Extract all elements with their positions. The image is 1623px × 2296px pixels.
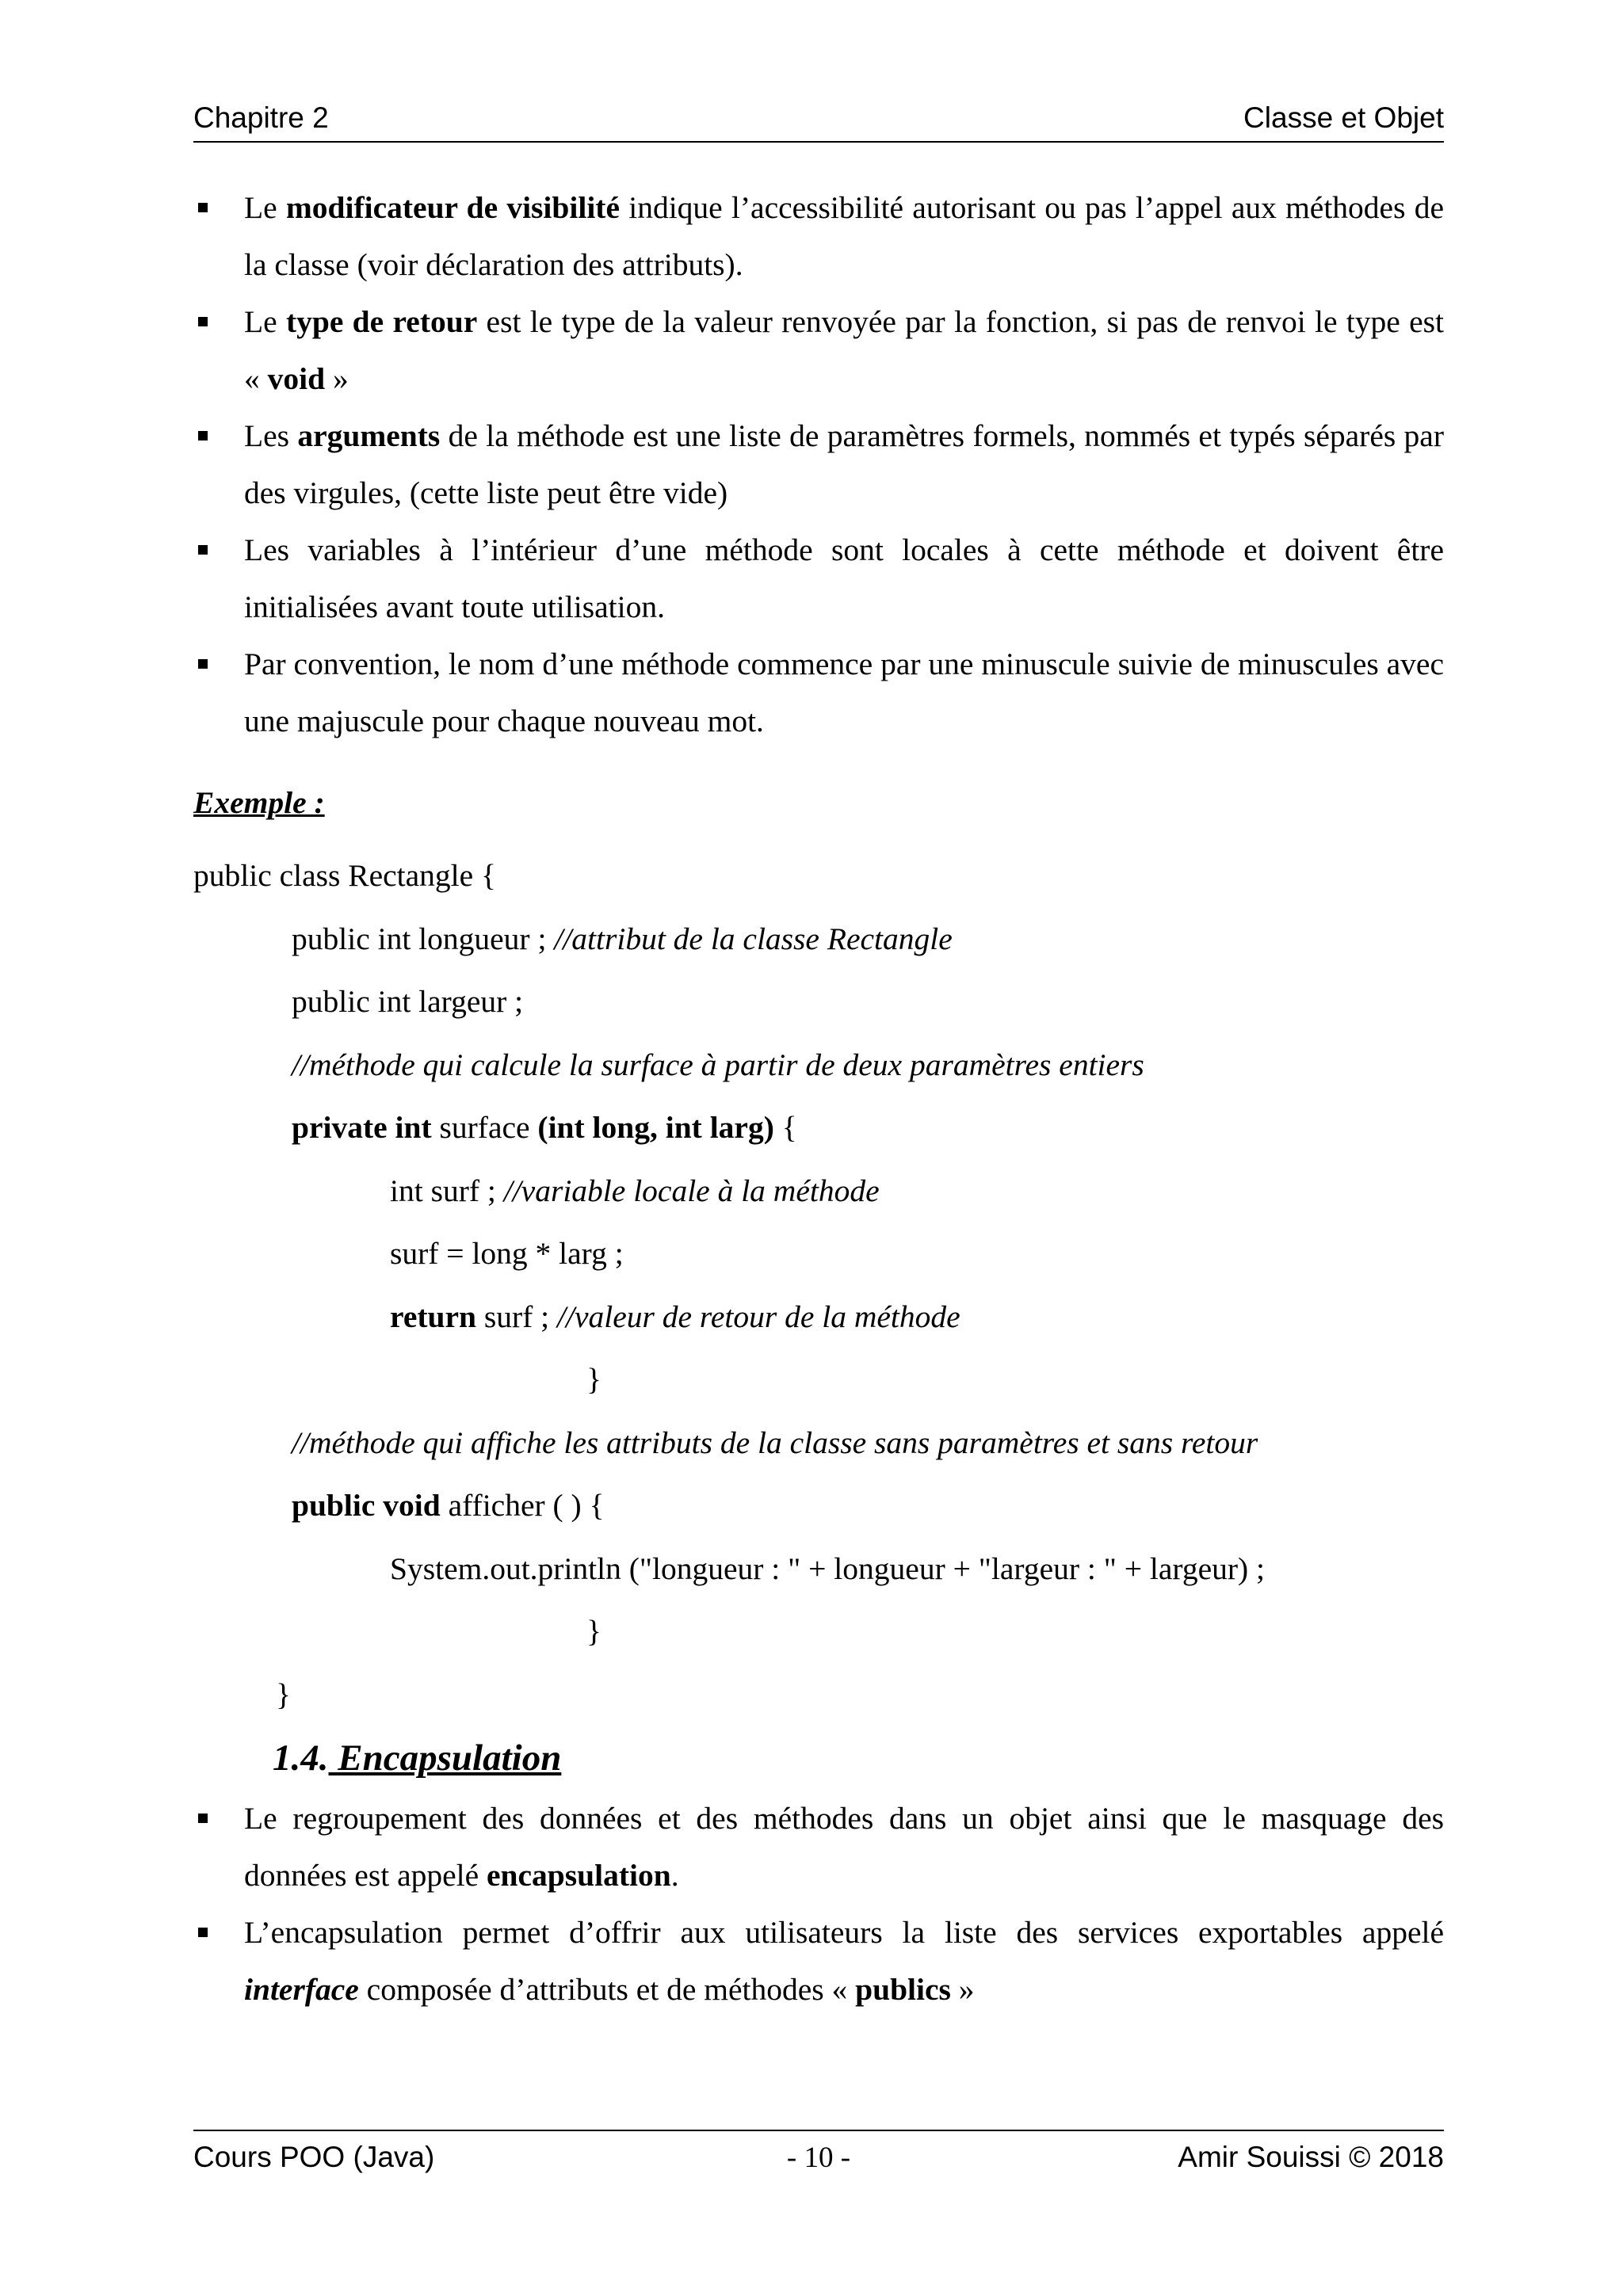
code-line (193, 908, 1444, 971)
text-run: . (670, 1858, 679, 1893)
square-bullet-icon (198, 545, 208, 555)
text-run: Par convention, le nom d’une méthode commence par une minuscule suivie de minuscules avec une majuscule pour chaque nouveau mot. (244, 646, 1444, 738)
text-run: surf ; (475, 1299, 558, 1334)
square-bullet-icon (198, 659, 208, 669)
encapsulation-list (193, 1790, 1444, 2018)
section-title: Encapsulation (328, 1737, 562, 1779)
bullet-item (193, 1790, 1444, 1904)
code-line (193, 1412, 1444, 1475)
text-run: void (267, 361, 326, 396)
text-run: encapsulation (487, 1858, 671, 1893)
text-run: int surf ; (390, 1173, 504, 1208)
course-name: Cours POO (Java) (193, 2141, 435, 2173)
code-line (193, 1348, 1444, 1412)
text-run: type de retour (285, 304, 478, 339)
author-copyright: Amir Souissi © 2018 (1178, 2141, 1444, 2173)
text-run: Le (244, 304, 286, 339)
text-run: de la méthode est une liste de paramètres formels, nommés et typés séparés par des virgules, (cette liste peut être vide) (244, 418, 1444, 510)
square-bullet-icon (198, 317, 208, 326)
code-line (193, 1222, 1444, 1286)
example-label: Exemple : (193, 785, 325, 820)
bullet-item (193, 407, 1444, 521)
code-line (193, 1474, 1444, 1538)
text-run: composée d’attributs et de méthodes « (358, 1972, 856, 2007)
text-run: //valeur de retour de la méthode (557, 1299, 960, 1334)
text-run: public int largeur ; (292, 984, 524, 1019)
bullet-item (193, 293, 1444, 407)
text-run: //méthode qui calcule la surface à partir de deux paramètres entiers (292, 1047, 1144, 1082)
text-run: System.out.println ("longueur : " + longueur + "largeur : " + largeur) ; (390, 1550, 1266, 1586)
code-line (193, 971, 1444, 1034)
section-heading (193, 1726, 1444, 1790)
code-line (193, 1600, 1444, 1664)
text-run: { (773, 1110, 797, 1145)
chapter-label: Chapitre 2 (193, 101, 329, 134)
text-run: public int longueur ; (292, 921, 555, 956)
code-line (193, 1160, 1444, 1223)
text-run: indique l’accessibilité autorisant ou pas l’appel aux méthodes de la classe (voir déclaration des attributs). (244, 190, 1444, 282)
text-run: » (950, 1972, 975, 2007)
text-run: (int long, int larg) (537, 1110, 774, 1145)
text-run: //variable locale à la méthode (503, 1173, 880, 1208)
text-run: //attribut de la classe Rectangle (554, 921, 953, 956)
code-line (193, 1097, 1444, 1160)
text-run: publics (855, 1972, 951, 2007)
text-run: arguments (297, 418, 441, 453)
page-footer (193, 2130, 1444, 2190)
text-run: } (586, 1614, 601, 1649)
code-line (193, 1538, 1444, 1601)
chapter-title: Classe et Objet (1243, 101, 1444, 134)
text-run: L’encapsulation permet d’offrir aux utilisateurs la liste des services exportables appelé (244, 1915, 1444, 1950)
text-run: //méthode qui affiche les attributs de la classe sans paramètres et sans retour (292, 1425, 1258, 1460)
text-run: interface (244, 1972, 359, 2007)
page-content (193, 179, 1444, 2018)
page-number: - 10 - (786, 2142, 851, 2174)
square-bullet-icon (198, 203, 208, 212)
code-line (193, 845, 1444, 908)
section-number: 1.4. (273, 1737, 329, 1779)
text-run: surface (431, 1110, 538, 1145)
text-run: } (586, 1362, 601, 1397)
text-run: Le regroupement des données et des méthodes dans un objet ainsi que le masquage des données est appelé (244, 1801, 1444, 1893)
code-example (193, 845, 1444, 1726)
square-bullet-icon (198, 1814, 208, 1823)
text-run: Les (244, 418, 298, 453)
bullet-item (193, 1904, 1444, 2018)
text-run: Le (244, 190, 286, 225)
text-run: public void (292, 1488, 441, 1523)
code-line (193, 1286, 1444, 1349)
text-run: modificateur de visibilité (285, 190, 620, 225)
code-line (193, 1034, 1444, 1097)
text-run: public class Rectangle { (193, 858, 497, 893)
page-header (193, 93, 1444, 143)
code-line (193, 1664, 1444, 1727)
text-run: surf = long * larg ; (390, 1236, 624, 1271)
method-rules-list (193, 179, 1444, 749)
text-run: est le type de la valeur renvoyée par la fonction, si pas de renvoi le type est « (244, 304, 1444, 396)
text-run: » (325, 361, 349, 396)
bullet-item (193, 521, 1444, 635)
bullet-item (193, 179, 1444, 293)
text-run: Les variables à l’intérieur d’une méthode sont locales à cette méthode et doivent être initialisées avant toute utilisation. (244, 532, 1444, 624)
square-bullet-icon (198, 1928, 208, 1937)
bullet-item (193, 635, 1444, 749)
text-run: } (276, 1676, 291, 1712)
text-run: private int (292, 1110, 432, 1145)
text-run: afficher ( ) { (440, 1488, 605, 1523)
square-bullet-icon (198, 431, 208, 441)
text-run: return (390, 1299, 476, 1334)
